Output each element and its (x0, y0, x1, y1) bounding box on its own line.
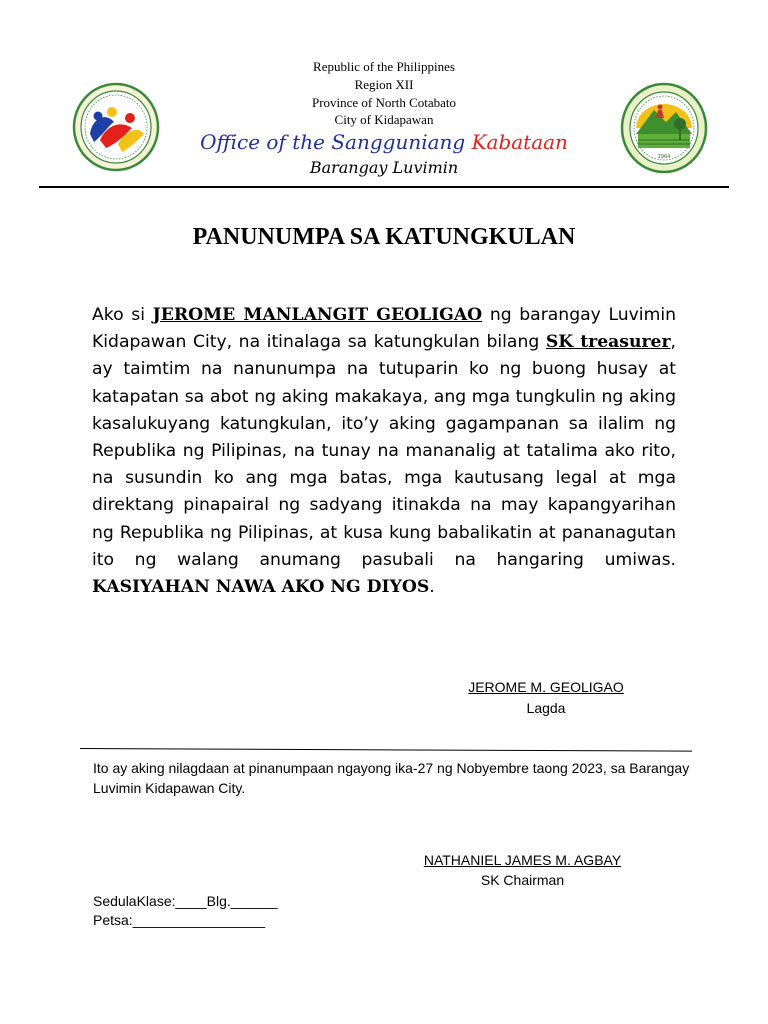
petsa-line: Petsa:_________________ (93, 912, 266, 928)
office-title-prefix: Office of the Sangguniang (200, 130, 472, 154)
signatory-name: JEROME M. GEOLIGAO (468, 679, 624, 695)
svg-text:1964: 1964 (657, 154, 671, 160)
header-city: City of Kidapawan (334, 112, 434, 127)
header-province: Province of North Cotabato (311, 95, 457, 110)
chairman-label: SK Chairman (480, 872, 565, 888)
oath-position: SK treasurer (545, 332, 671, 353)
document-title: PANUNUMPA SA KATUNGKULAN (192, 224, 576, 250)
oath-end: . (429, 577, 435, 598)
oath-body-1: ng barangay Luvimin Kidapawan City, na itinalaga sa katungkulan bilang (92, 305, 676, 353)
oath-closing: KASIYAHAN NAWA AKO NG DIYOS (92, 577, 430, 598)
signatory-label: Lagda (526, 700, 566, 716)
oath-intro: Ako si (92, 305, 153, 325)
section-divider (80, 748, 692, 752)
barangay-name: Barangay Luvimin (309, 158, 459, 177)
header-region: Region XII (354, 77, 414, 92)
office-title (0, 129, 768, 155)
oath-paragraph (92, 302, 676, 601)
cedula-line: SedulaKlase:____Blg.______ (93, 893, 278, 909)
oath-body-2: , ay taimtim na nanunumpa na tutuparin ko ng buong husay at katapatan sa abot ng aking makakaya, ang mga tungkulin ng aking kasalukuyang katungkulan, ito’y aking gagampanan sa ilalim ng Republika ng Pilipinas, na tunay na mananalig at tatalima ako rito, na susundin ko ang mga batas, mga kautusang legal at mga direktang pinapairal ng sadyang itinakda na may kapangyarihan ng Republika ng Pilipinas, at kusa kung babalikatin at pananagutan ito ng walang anumang pasubali na hangaring umiwas. (92, 332, 676, 570)
office-title-kabataan: Kabataan (471, 130, 568, 154)
header-divider (39, 186, 729, 188)
chairman-name: NATHANIEL JAMES M. AGBAY (423, 852, 622, 868)
oath-name: JEROME MANLANGIT GEOLIGAO (152, 305, 483, 325)
sworn-statement: Ito ay aking nilagdaan at pinanumpaan ngayong ika-27 ng Nobyembre taong 2023, sa Barangay Luvimin Kidapawan City. (93, 760, 690, 796)
header-country: Republic of the Philippines (313, 59, 455, 74)
